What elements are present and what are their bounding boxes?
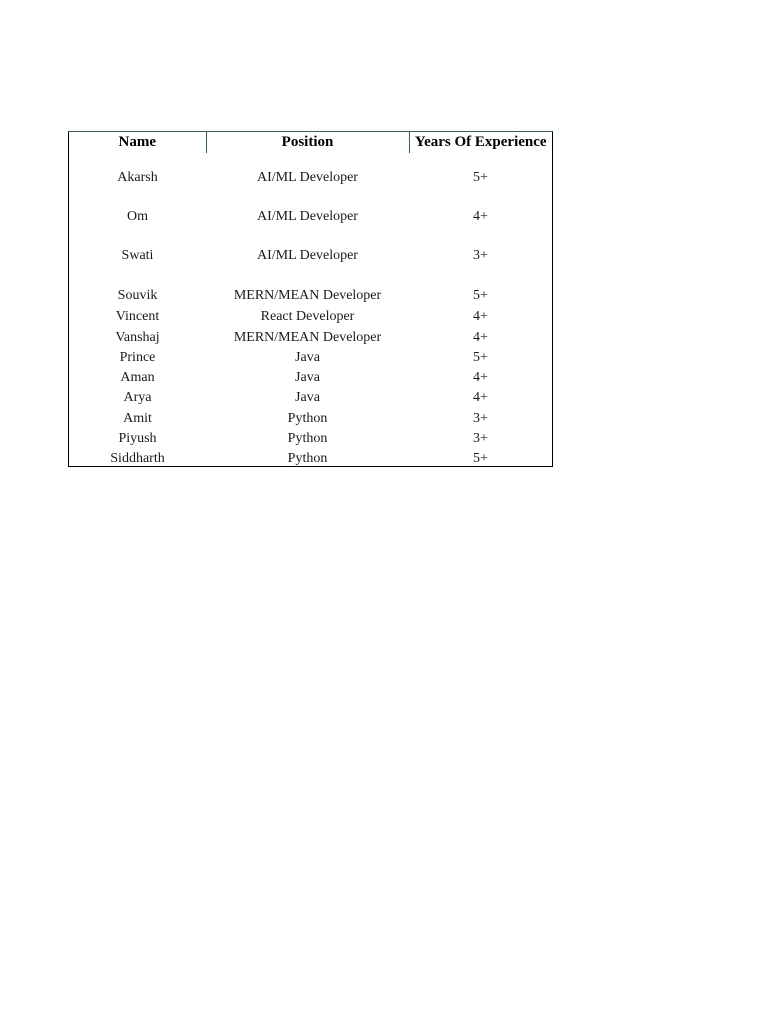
header-row — [69, 132, 552, 153]
cell-name: Swati — [121, 248, 154, 263]
table-row — [69, 387, 552, 407]
cell-name: Vincent — [115, 309, 160, 325]
cell-position: AI/ML Developer — [257, 248, 358, 263]
cell-position: Java — [295, 370, 320, 386]
header-position: Position — [206, 132, 409, 153]
table-row — [69, 428, 552, 448]
employee-table-grid — [69, 132, 552, 468]
cell-experience: 3+ — [473, 248, 488, 263]
cell-position: Java — [295, 390, 320, 406]
cell-position: AI/ML Developer — [257, 170, 358, 185]
cell-position: AI/ML Developer — [257, 209, 358, 224]
table-row — [69, 367, 552, 387]
cell-experience: 5+ — [473, 349, 488, 365]
cell-name: Siddharth — [110, 451, 165, 467]
cell-position: MERN/MEAN Developer — [233, 288, 382, 303]
cell-experience: 5+ — [473, 288, 488, 303]
cell-position: Python — [287, 431, 328, 447]
cell-experience: 5+ — [473, 170, 488, 185]
cell-experience: 5+ — [473, 451, 488, 467]
cell-position: Python — [287, 410, 328, 426]
cell-experience: 3+ — [473, 410, 488, 426]
cell-experience: 4+ — [473, 329, 488, 345]
table-row — [69, 407, 552, 427]
cell-position: React Developer — [260, 309, 355, 325]
cell-name: Amit — [123, 410, 152, 426]
cell-name: Prince — [119, 349, 156, 365]
table-row — [69, 347, 552, 367]
table-row — [69, 268, 552, 306]
table-row — [69, 153, 552, 190]
cell-experience: 4+ — [473, 390, 488, 406]
table-row — [69, 448, 552, 468]
cell-name: Souvik — [117, 288, 158, 303]
cell-name: Vanshaj — [115, 329, 160, 345]
employee-table — [68, 131, 553, 467]
header-name: Name — [69, 132, 206, 153]
header-experience: Years Of Experience — [414, 134, 547, 150]
cell-experience: 4+ — [473, 370, 488, 386]
cell-name: Aman — [120, 370, 155, 386]
cell-name: Akarsh — [117, 170, 158, 185]
cell-name: Piyush — [118, 431, 157, 447]
cell-experience: 3+ — [473, 431, 488, 447]
table-row — [69, 229, 552, 268]
table-row — [69, 326, 552, 346]
cell-name: Om — [127, 209, 148, 224]
cell-experience: 4+ — [473, 209, 488, 224]
cell-position: Java — [295, 349, 320, 365]
table-row — [69, 190, 552, 229]
cell-experience: 4+ — [473, 309, 488, 325]
cell-position: Python — [287, 451, 328, 467]
cell-name: Arya — [123, 390, 152, 406]
cell-position: MERN/MEAN Developer — [233, 329, 382, 345]
table-row — [69, 306, 552, 326]
